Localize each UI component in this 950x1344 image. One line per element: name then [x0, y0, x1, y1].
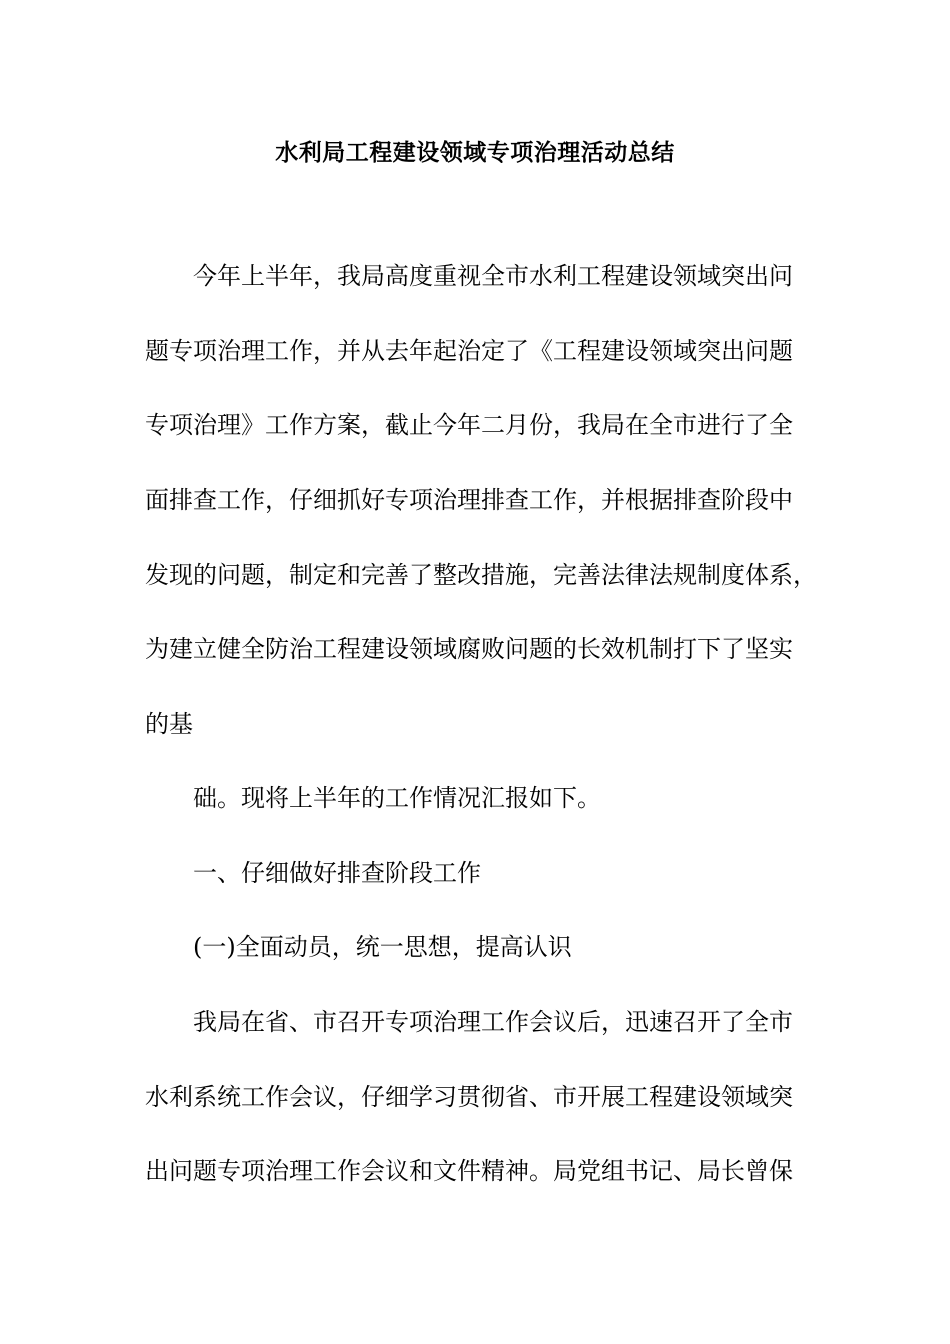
paragraph-line: 我局在省、市召开专项治理工作会议后，迅速召开了全市: [193, 1008, 793, 1036]
section-heading: 一、仔细做好排查阶段工作: [193, 859, 481, 887]
paragraph-line: 今年上半年，我局高度重视全市水利工程建设领域突出问: [193, 262, 793, 290]
paragraph-line: 的基: [145, 710, 193, 738]
paragraph-line: 专项治理》工作方案，截止今年二月份，我局在全市进行了全: [145, 411, 793, 439]
paragraph-line: 发现的问题，制定和完善了整改措施，完善法律法规制度体系，: [145, 561, 817, 589]
document-title: 水利局工程建设领域专项治理活动总结: [275, 140, 675, 166]
paragraph-line: 面排查工作，仔细抓好专项治理排查工作，并根据排查阶段中: [145, 486, 793, 514]
subsection-heading: (一)全面动员，统一思想，提高认识: [193, 933, 572, 961]
paragraph-line: 题专项治理工作，并从去年起治定了《工程建设领域突出问题: [145, 337, 793, 365]
paragraph-line: 出问题专项治理工作会议和文件精神。局党组书记、局长曾保: [145, 1157, 793, 1185]
paragraph-line: 础。现将上半年的工作情况汇报如下。: [193, 784, 601, 812]
paragraph-line: 水利系统工作会议，仔细学习贯彻省、市开展工程建设领域突: [145, 1083, 793, 1111]
paragraph-line: 为建立健全防治工程建设领域腐败问题的长效机制打下了坚实: [145, 635, 793, 663]
